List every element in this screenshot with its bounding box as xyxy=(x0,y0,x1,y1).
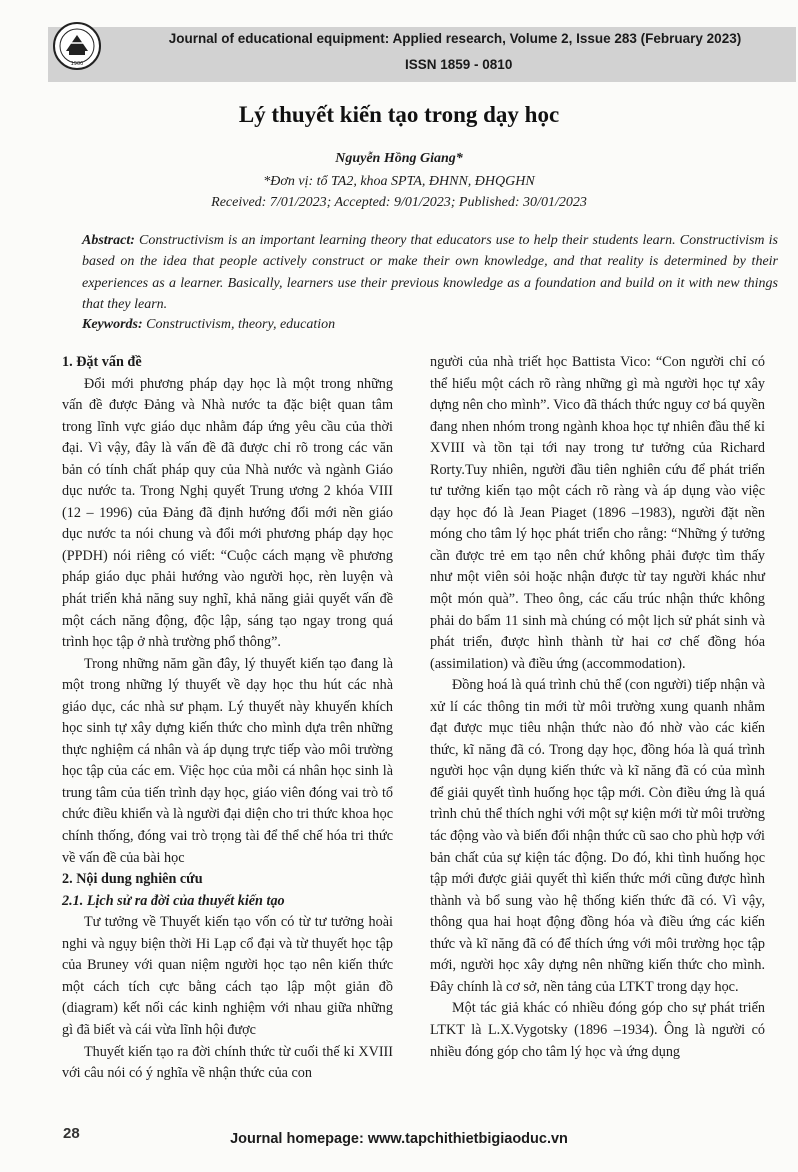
keywords-text: Constructivism, theory, education xyxy=(146,317,336,332)
left-column xyxy=(62,352,393,1085)
keywords-label: Keywords: xyxy=(82,317,143,332)
article-title: Lý thuyết kiến tạo trong dạy học xyxy=(238,102,560,127)
paragraph: người của nhà triết học Battista Vico: “Con người chỉ có thể hiểu một cách rõ ràng những gì mà người học tự xây dựng nên cho mình”. Vico đã thách thức nguy cơ bá quyền đang nhen nhóm trong ngành khoa học tự nhiên đầu thế kỉ XVIII và tồn tại tới nay trong tư tưởng của Richard Rorty.Tuy nhiên, người đầu tiên nghiên cứu để phát triển tư tưởng kiến tạo một cách rõ ràng và áp dụng vào việc dạy học đó là Jean Piaget (1896 –1983), người đặt nền móng cho tâm lý học phát triển cho rằng: “Những ý tưởng cần được trẻ em tạo nên chứ không phải được tìm thấy như một viên sỏi hoặc nhận được từ tay người khác như một món quà”. Theo ông, các cấu trúc nhận thức không phải do bẩm 11 sinh mà chúng có một lịch sử phát sinh và phát triển, được hình thành từ hai cơ chế đồng hóa (assimilation) và điều ứng (accommodation). xyxy=(430,354,765,672)
section-heading-2: 2. Nội dung nghiên cứu xyxy=(62,871,203,888)
paragraph: Thuyết kiến tạo ra đời chính thức từ cuối thế kỉ XVIII với câu nói có ý nghĩa về nhận thức của con xyxy=(62,1043,393,1082)
paragraph: Trong những năm gần đây, lý thuyết kiến tạo đang là một trong những lý thuyết về dạy học thu hút các nhà giáo dục, các nhà sư phạm. Lý thuyết này khuyến khích học sinh tự xây dựng kiến thức cho mình dựa trên những thực nghiệm cá nhân và áp dụng trực tiếp vào môi trường học tập của các em. Việc học của mỗi cá nhân học sinh là trung tâm của tiến trình dạy học, giáo viên đóng vai trò tổ chức điều khiển và là người đại diện cho tri thức khoa học chính thống, đóng vai trò trọng tài để thể chế hóa tri thức về vấn đề của bài học xyxy=(62,655,393,866)
issn: ISSN 1859 - 0810 xyxy=(405,57,513,72)
author-affiliation: *Đơn vị: tổ TA2, khoa SPTA, ĐHNN, ĐHQGHN xyxy=(263,174,535,189)
paragraph: Đồng hoá là quá trình chủ thể (con người) tiếp nhận và xử lí các thông tin mới từ môi trường xung quanh nhằm đạt được mục tiêu nhận thức nào đó nhờ vào các kiến thức, kĩ năng đã có. Trong dạy học, đồng hóa là quá trình người học vận dụng kiến thức và kĩ năng đã có của mình để giải quyết tình huống học tập mới. Còn điều ứng là quá trình chủ thể thích nghi với một sự kiện mới từ môi trường tác động vào và biến đổi nhận thức cũ sao cho phù hợp với bản chất của sự kiện tác động. Do đó, khi tình huống học tập mới được giải quyết thì kiến thức mới cũng được hình thành và bổ sung vào hệ thống kiến thức đã có. Vì vậy, thông qua hai hoạt động đồng hóa và điều ứng các kiến thức và kĩ năng đã có để thích ứng với môi trường học tập mới, người học xây dựng nên những kiến thức cho mình. Đây chính là cơ sở, nền tảng của LTKT trong dạy học. xyxy=(430,677,765,995)
section-heading-1: 1. Đặt vấn đề xyxy=(62,354,142,370)
subsection-heading-2-1: 2.1. Lịch sử ra đời của thuyết kiến tạo xyxy=(62,892,285,909)
publication-dates: Received: 7/01/2023; Accepted: 9/01/2023; Published: 30/01/2023 xyxy=(211,195,587,210)
journal-logo-icon xyxy=(52,21,102,71)
abstract-label: Abstract: xyxy=(82,233,135,248)
page-number: 28 xyxy=(63,1125,80,1142)
paragraph: Tư tưởng về Thuyết kiến tạo vốn có từ tư tưởng hoài nghi và ngụy biện thời Hi Lạp cổ đại và từ thuyết học tập của Bruney với quan niệm người học tạo nên kiến thức một cách tích cực bằng cách tạo lập một giản đồ (diagram) kết nối các kinh nghiệm với nhau giữa những gì đã biết và cái vừa lĩnh hội được xyxy=(62,914,393,1038)
paragraph: Một tác giả khác có nhiều đóng góp cho sự phát triển LTKT là L.X.Vygotsky (1896 –1934). Ông là người có nhiều đóng góp cho tâm lý học và ứng dụng xyxy=(430,1000,765,1060)
abstract-text: Constructivism is an important learning theory that educators use to help their students learn. Constructivism is based on the idea that people actively construct or make their own knowledge, and that reality is determined by their experiences as a learner. Basically, learners use their previous knowledge as a foundation and build on it with new things that they learn. xyxy=(82,233,779,312)
abstract xyxy=(82,230,778,315)
svg-text:1900: 1900 xyxy=(70,61,84,67)
paragraph: Đổi mới phương pháp dạy học là một trong những vấn đề được Đảng và Nhà nước ta đặc biệt quan tâm trong lĩnh vực giáo dục nhằm đáp ứng yêu cầu của thời đại. Vì vậy, đây là vấn đề đã được chỉ rõ trong các văn bản có tính chất pháp quy của Nhà nước và ngành Giáo dục nước ta. Trong Nghị quyết Trung ương 2 khóa VIII (12 – 1996) của Đảng đã định hướng đổi mới nền giáo dục nước ta nói chung và đổi mới phương pháp dạy học (PPDH) nói riêng có viết: “Cuộc cách mạng về phương pháp giáo dục phải hướng vào người học, rèn luyện và phát triển khả năng suy nghĩ, khả năng giải quyết vấn đề một cách năng động, độc lập, sáng tạo ngay trong quá trình học tập ở nhà trường phổ thông”. xyxy=(62,375,393,651)
journal-homepage: Journal homepage: www.tapchithietbigiaoduc.vn xyxy=(230,1131,568,1147)
author-name: Nguyễn Hồng Giang* xyxy=(335,151,463,166)
right-column xyxy=(430,352,765,1063)
journal-citation: Journal of educational equipment: Applied research, Volume 2, Issue 283 (February 2023) xyxy=(168,31,742,46)
keywords xyxy=(82,317,778,333)
